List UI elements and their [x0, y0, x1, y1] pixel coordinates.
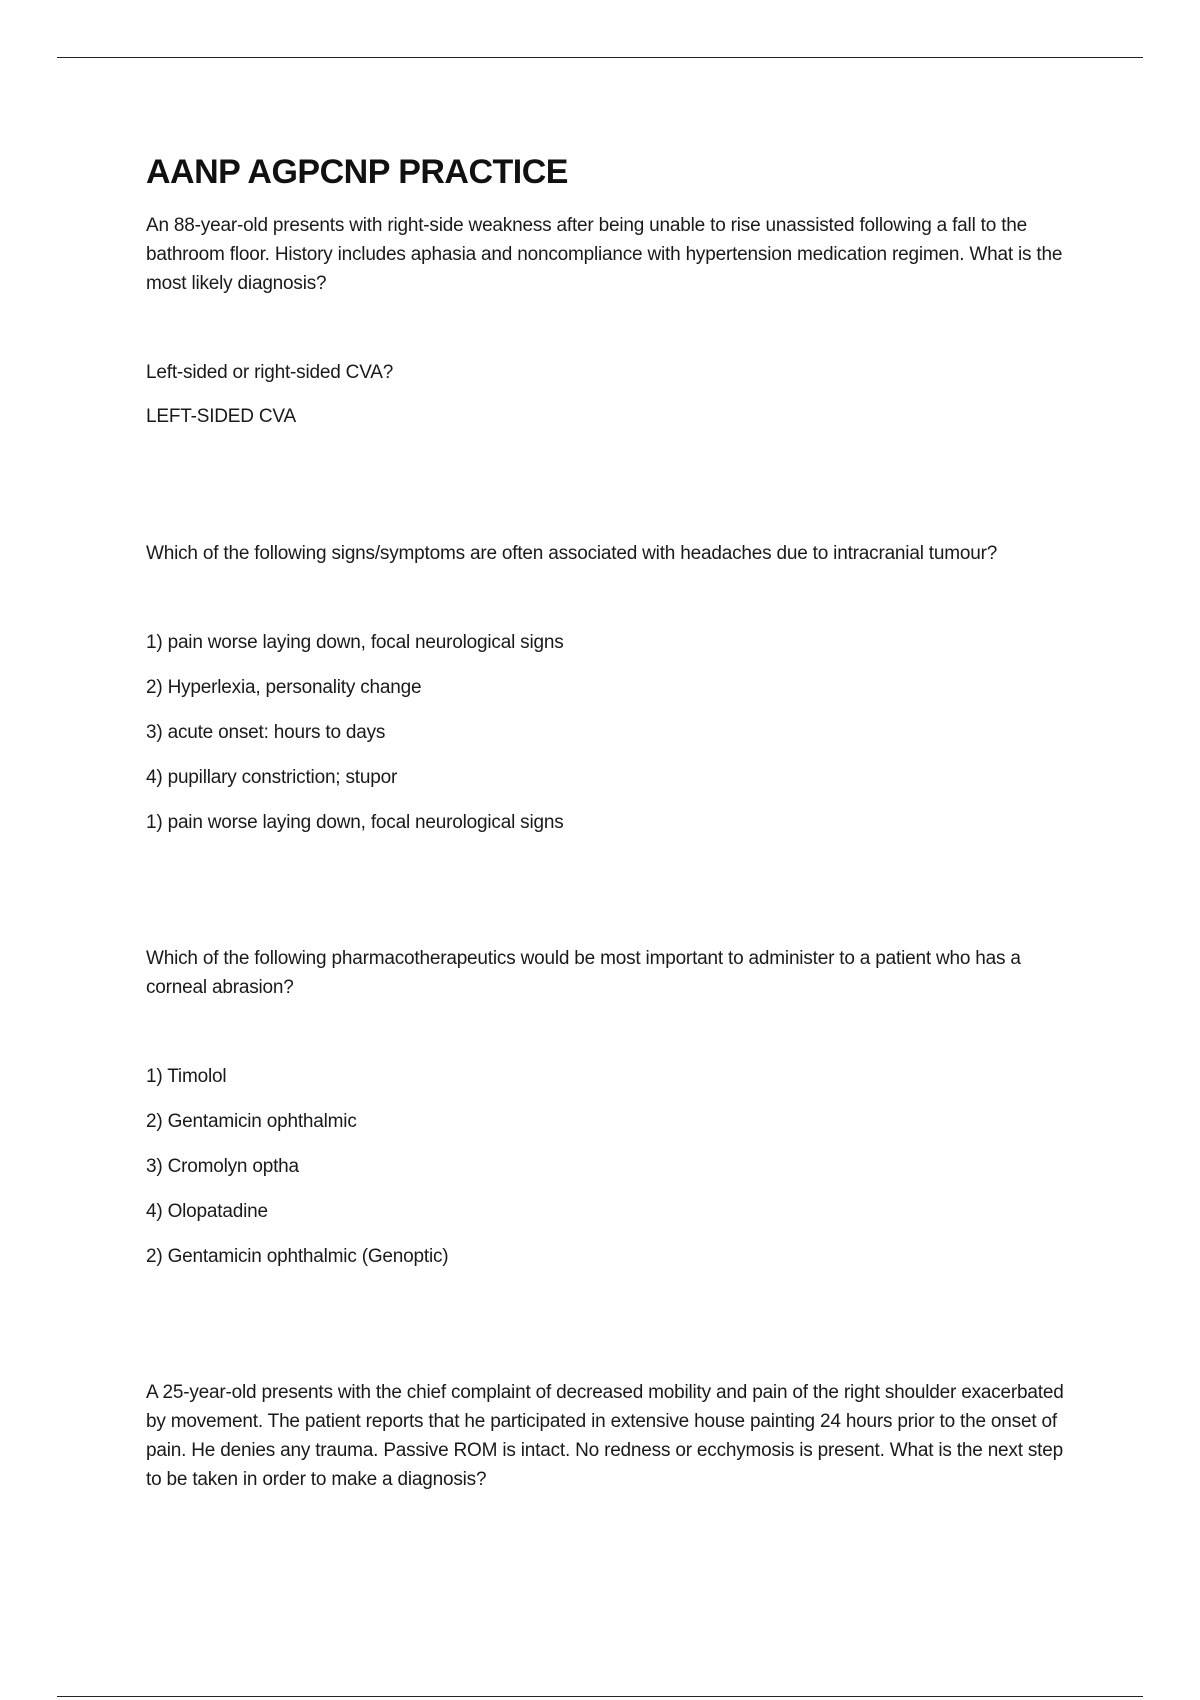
question-1-followup: Left-sided or right-sided CVA?	[146, 362, 394, 383]
question-2-answer: 1) pain worse laying down, focal neurological signs	[146, 812, 564, 833]
question-3-option-3: 3) Cromolyn optha	[146, 1156, 299, 1177]
question-2-text: Which of the following signs/symptoms are often associated with headaches due to intracranial tumour?	[146, 543, 998, 564]
question-3-text: Which of the following pharmacotherapeutics would be most important to administer to a patient who has a corneal abrasion?	[146, 948, 1021, 998]
footer-rule	[57, 1696, 1143, 1697]
question-2-option-3: 3) acute onset: hours to days	[146, 722, 386, 743]
question-2-option-1: 1) pain worse laying down, focal neurological signs	[146, 632, 564, 653]
header-rule	[57, 57, 1143, 58]
question-3-option-1: 1) Timolol	[146, 1066, 227, 1087]
document-body	[146, 148, 1066, 1494]
page-title: AANP AGPCNP PRACTICE	[146, 153, 568, 191]
question-3-option-4: 4) Olopatadine	[146, 1201, 268, 1222]
question-3-answer: 2) Gentamicin ophthalmic (Genoptic)	[146, 1246, 449, 1267]
question-2-option-4: 4) pupillary constriction; stupor	[146, 767, 398, 788]
question-4-text: A 25-year-old presents with the chief complaint of decreased mobility and pain of the right shoulder exacerbated by movement. The patient reports that he participated in extensive house painting 24 hours prior to the onset of pain. He denies any trauma. Passive ROM is intact. No redness or ecchymosis is present. What is the next step to be taken in order to make a diagnosis?	[146, 1382, 1064, 1490]
question-1-text: An 88-year-old presents with right-side weakness after being unable to rise unassisted following a fall to the bathroom floor. History includes aphasia and noncompliance with hypertension medication regimen. What is the most likely diagnosis?	[146, 215, 1063, 294]
question-3-option-2: 2) Gentamicin ophthalmic	[146, 1111, 357, 1132]
question-2-option-2: 2) Hyperlexia, personality change	[146, 677, 422, 698]
question-1-answer: LEFT-SIDED CVA	[146, 406, 296, 427]
